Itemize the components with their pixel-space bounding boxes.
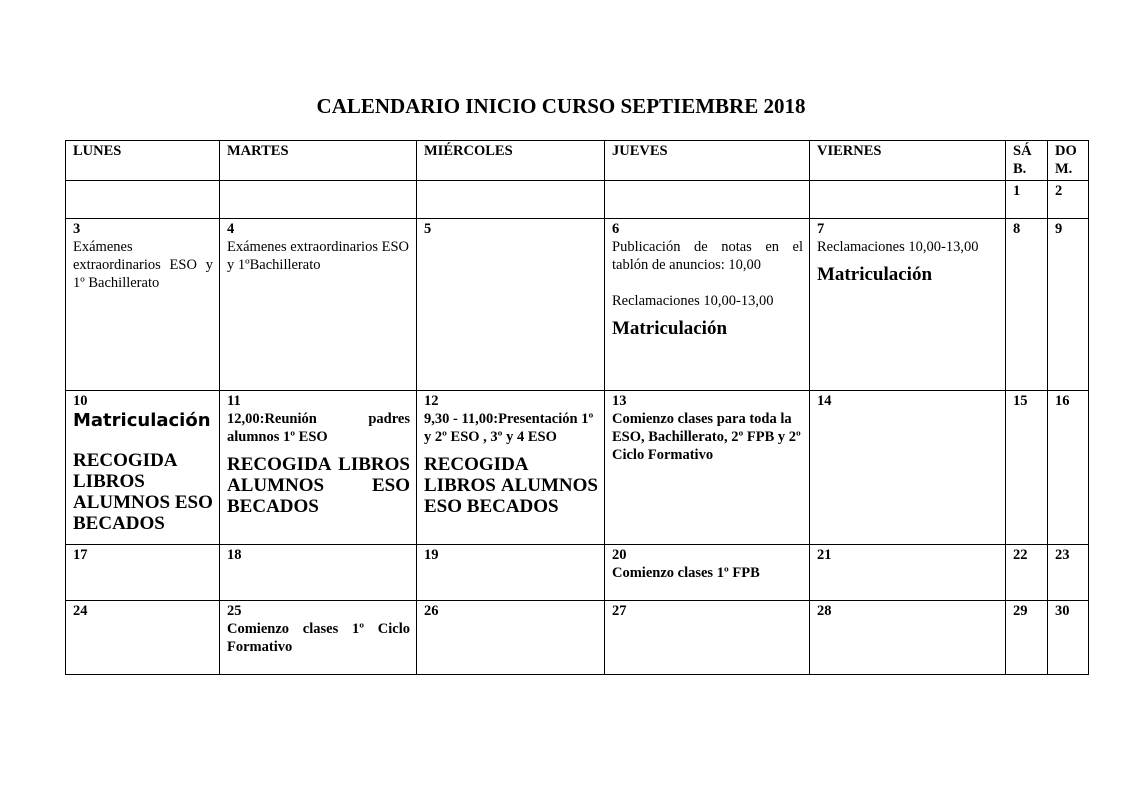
day-cell-5: [417, 219, 605, 391]
calendar-table: [65, 140, 1089, 675]
day-number: 28: [817, 603, 832, 619]
day-cell-6: [605, 219, 810, 391]
event-text: Comienzo clases 1º Ciclo Formativo: [227, 621, 410, 655]
header-row: [66, 141, 1089, 181]
day-number: 3: [73, 221, 81, 237]
day-number: 25: [227, 603, 242, 619]
day-cell-13: [605, 391, 810, 545]
event-highlight: RECOGIDA LIBROS ALUMNOS ESO BECADOS: [227, 454, 410, 517]
event-text: Exámenes extraordinarios ESO y 1ºBachillerato: [227, 239, 410, 273]
event-highlight: Matriculación: [73, 410, 211, 431]
day-cell-27: [605, 601, 810, 675]
day-number: 1: [1013, 183, 1021, 199]
day-number: 6: [612, 221, 620, 237]
day-cell-1: [1006, 181, 1048, 219]
event-text: Reclamaciones 10,00-13,00: [817, 239, 979, 255]
day-number: 29: [1013, 603, 1028, 619]
day-number: 5: [424, 221, 432, 237]
day-number: 18: [227, 547, 242, 563]
day-cell-30: [1048, 601, 1089, 675]
week-row-5: [66, 601, 1089, 675]
header-monday: LUNES: [66, 141, 220, 181]
week-row-3: [66, 391, 1089, 545]
event-highlight: Matriculación: [817, 264, 933, 285]
day-cell-14: [810, 391, 1006, 545]
header-wednesday: MIÉRCOLES: [417, 141, 605, 181]
day-number: 12: [424, 393, 439, 409]
day-number: 21: [817, 547, 832, 563]
day-cell-10: [66, 391, 220, 545]
day-cell-16: [1048, 391, 1089, 545]
day-cell-empty: [66, 181, 220, 219]
day-cell-17: [66, 545, 220, 601]
week-row-1: [66, 181, 1089, 219]
day-number: 23: [1055, 547, 1070, 563]
day-number: 14: [817, 393, 832, 409]
event-text: Comienzo clases 1º FPB: [612, 565, 760, 581]
day-cell-9: [1048, 219, 1089, 391]
day-cell-7: [810, 219, 1006, 391]
day-cell-25: [220, 601, 417, 675]
day-cell-29: [1006, 601, 1048, 675]
day-number: 10: [73, 393, 88, 409]
day-cell-empty: [605, 181, 810, 219]
day-cell-8: [1006, 219, 1048, 391]
day-cell-21: [810, 545, 1006, 601]
day-cell-empty: [810, 181, 1006, 219]
event-highlight: RECOGIDA LIBROS ALUMNOS ESO BECADOS: [424, 454, 598, 517]
event-text: Reclamaciones 10,00-13,00: [612, 293, 774, 309]
event-text: 9,30 - 11,00:Presentación 1º y 2º ESO , 3º y 4 ESO: [424, 411, 594, 445]
day-number: 8: [1013, 221, 1021, 237]
event-text: Publicación de notas en el tablón de anuncios: 10,00: [612, 239, 803, 273]
week-row-4: [66, 545, 1089, 601]
day-cell-12: [417, 391, 605, 545]
day-cell-empty: [220, 181, 417, 219]
day-cell-11: [220, 391, 417, 545]
header-friday: VIERNES: [810, 141, 1006, 181]
day-number: 15: [1013, 393, 1028, 409]
header-saturday: SÁ B.: [1006, 141, 1048, 181]
day-number: 24: [73, 603, 88, 619]
day-number: 17: [73, 547, 88, 563]
day-cell-3: [66, 219, 220, 391]
day-number: 16: [1055, 393, 1070, 409]
day-number: 4: [227, 221, 235, 237]
week-row-2: [66, 219, 1089, 391]
day-cell-2: [1048, 181, 1089, 219]
day-cell-19: [417, 545, 605, 601]
day-cell-4: [220, 219, 417, 391]
event-highlight: RECOGIDA LIBROS ALUMNOS ESO BECADOS: [73, 450, 213, 534]
header-tuesday: MARTES: [220, 141, 417, 181]
day-number: 27: [612, 603, 627, 619]
day-cell-26: [417, 601, 605, 675]
day-cell-23: [1048, 545, 1089, 601]
day-cell-18: [220, 545, 417, 601]
day-number: 11: [227, 393, 241, 409]
day-cell-20: [605, 545, 810, 601]
day-number: 22: [1013, 547, 1028, 563]
header-sunday: DO M.: [1048, 141, 1089, 181]
day-cell-15: [1006, 391, 1048, 545]
day-number: 7: [817, 221, 825, 237]
day-number: 13: [612, 393, 627, 409]
day-cell-22: [1006, 545, 1048, 601]
day-number: 2: [1055, 183, 1063, 199]
day-cell-empty: [417, 181, 605, 219]
day-number: 30: [1055, 603, 1070, 619]
day-number: 19: [424, 547, 439, 563]
event-text: Exámenes extraordinarios ESO y 1º Bachillerato: [73, 239, 213, 291]
day-number: 9: [1055, 221, 1063, 237]
day-cell-28: [810, 601, 1006, 675]
event-highlight: Matriculación: [612, 318, 728, 339]
header-thursday: JUEVES: [605, 141, 810, 181]
event-text: Comienzo clases para toda la ESO, Bachillerato, 2º FPB y 2º Ciclo Formativo: [612, 411, 801, 463]
event-text: 12,00:Reunión padres alumnos 1º ESO: [227, 411, 410, 445]
page-title: CALENDARIO INICIO CURSO SEPTIEMBRE 2018: [316, 94, 806, 118]
day-cell-24: [66, 601, 220, 675]
day-number: 20: [612, 547, 627, 563]
day-number: 26: [424, 603, 439, 619]
